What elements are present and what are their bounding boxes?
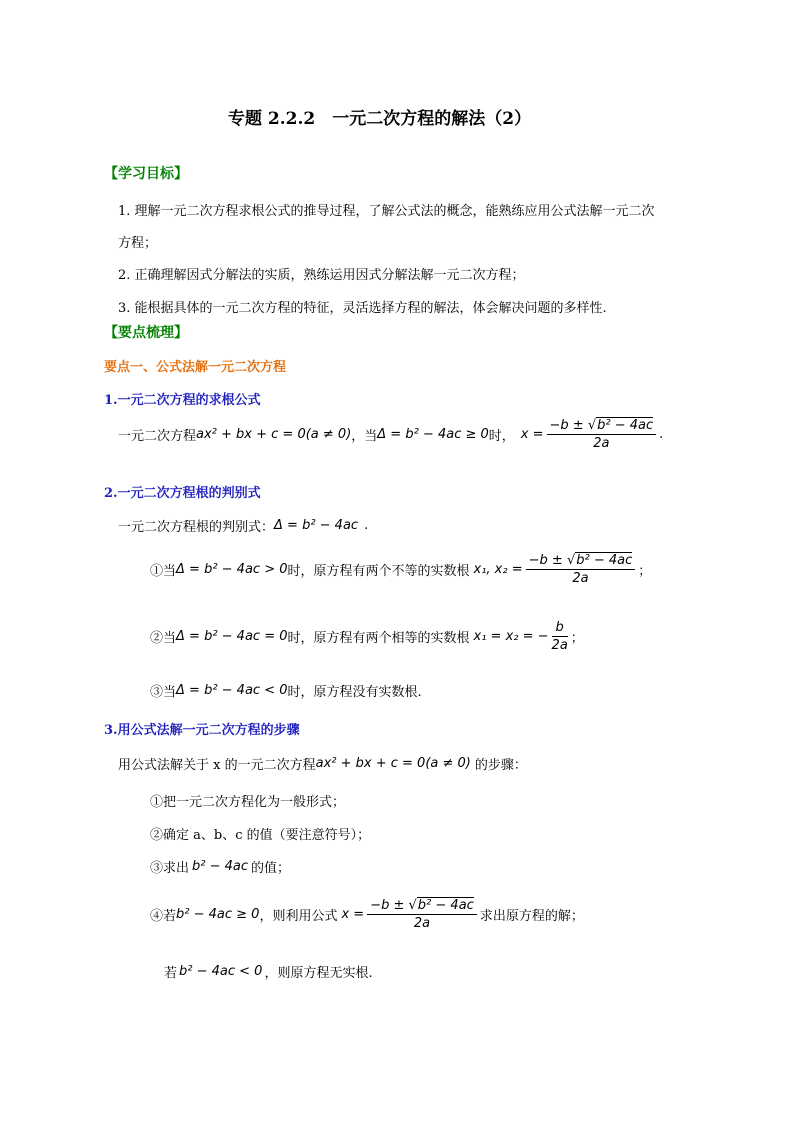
step-3-equation: b² − 4ac [192, 859, 249, 874]
discriminant-end: . [364, 518, 369, 533]
fraction-denominator: 2a [593, 436, 610, 451]
fraction-denominator: 2a [413, 916, 431, 931]
step-5 [164, 962, 373, 981]
sqrt-sign: √ [566, 553, 576, 568]
point-heading: 要点一、公式法解一元二次方程 [104, 360, 287, 375]
step-4 [150, 898, 584, 931]
case-1-end: ； [638, 564, 652, 579]
case-3-condition: Δ = b² − 4ac < 0 [176, 683, 288, 698]
discriminant-equation: Δ = b² − 4ac [274, 518, 359, 533]
formula-x: x = [520, 427, 544, 442]
fraction-numerator: −b ± [549, 418, 588, 433]
formula-text-2: ，当 [351, 429, 378, 444]
case-1-fraction [526, 553, 636, 586]
root-formula-fraction [547, 418, 657, 451]
steps-intro-text-2: 的步骤： [474, 758, 527, 773]
step-5-text-2: ，则原方程无实根. [264, 966, 373, 981]
subheading-steps: 3.用公式法解一元二次方程的步骤 [104, 723, 300, 738]
formula-text-1: 一元二次方程 [118, 429, 197, 444]
fraction-numerator: −b ± [370, 898, 409, 913]
case-2-text-1: ②当 [150, 631, 177, 646]
step-4-condition: b² − 4ac ≥ 0 [176, 907, 260, 922]
steps-intro [118, 754, 527, 773]
fraction-denominator: 2a [551, 638, 568, 653]
case-1-line [150, 553, 651, 586]
case-1-vars: x₁, x₂ = [473, 562, 523, 577]
formula-text-3: 时， [488, 429, 515, 444]
step-4-text-1: ④若 [150, 909, 177, 924]
fraction-denominator: 2a [572, 571, 589, 586]
fraction-numerator: −b ± [528, 553, 567, 568]
case-1-condition: Δ = b² − 4ac > 0 [176, 562, 288, 577]
formula-line [118, 418, 663, 451]
subheading-formula: 1.一元二次方程的求根公式 [104, 393, 261, 408]
case-2-end: ； [570, 631, 584, 646]
case-1-text-1: ①当 [150, 564, 177, 579]
case-2-vars: x₁ = x₂ = − [473, 629, 549, 644]
step-3-text-2: 的值； [251, 861, 291, 876]
case-2-line [150, 620, 584, 653]
objective-2: 2. 正确理解因式分解法的实质，熟练运用因式分解法解一元二次方程； [118, 268, 525, 283]
step-2: ②确定 a、b、c 的值（要注意符号）； [150, 828, 371, 843]
case-1-text-2: 时，原方程有两个不等的实数根 [287, 564, 470, 579]
formula-condition: Δ = b² − 4ac ≥ 0 [377, 427, 489, 442]
subheading-discriminant: 2.一元二次方程根的判别式 [104, 486, 261, 501]
objective-1: 1. 理解一元二次方程求根公式的推导过程，了解公式法的概念，能熟练应用公式法解一元二次 [118, 204, 655, 219]
section-heading-keypoints: 【要点梳理】 [104, 325, 188, 341]
case-2-condition: Δ = b² − 4ac = 0 [176, 629, 288, 644]
case-2-fraction [552, 620, 568, 653]
case-3-text-1: ③当 [150, 685, 177, 700]
step-5-text-1: 若 [164, 966, 178, 981]
case-3-text-2: 时，原方程没有实数根. [287, 685, 422, 700]
section-heading-objectives: 【学习目标】 [104, 166, 188, 182]
step-1: ①把一元二次方程化为一般形式； [150, 795, 346, 810]
steps-intro-equation: ax² + bx + c = 0(a ≠ 0) [315, 756, 471, 771]
discriminant-line [118, 516, 368, 535]
step-4-x: x = [341, 907, 365, 922]
step-4-text-3: 求出原方程的解； [479, 909, 584, 924]
radicand: b² − 4ac [417, 898, 474, 913]
page-title: 专题 2.2.2 一元二次方程的解法（2） [228, 109, 532, 129]
case-2-text-2: 时，原方程有两个相等的实数根 [287, 631, 470, 646]
step-4-fraction [367, 898, 477, 931]
discriminant-text: 一元二次方程根的判别式： [118, 520, 275, 535]
radicand: b² − 4ac [597, 418, 654, 433]
objective-3: 3. 能根据具体的一元二次方程的特征，灵活选择方程的解法，体会解决问题的多样性. [118, 301, 607, 316]
objective-1-cont: 方程； [118, 236, 158, 251]
steps-intro-text-1: 用公式法解关于 x 的一元二次方程 [118, 758, 316, 773]
step-3 [150, 857, 290, 876]
case-3-line [150, 681, 422, 700]
sqrt-sign: √ [408, 898, 417, 913]
sqrt-sign: √ [587, 418, 597, 433]
step-3-text-1: ③求出 [150, 861, 190, 876]
radicand: b² − 4ac [576, 553, 633, 568]
formula-equation: ax² + bx + c = 0(a ≠ 0) [196, 427, 352, 442]
step-4-text-2: ，则利用公式 [259, 909, 338, 924]
formula-end: . [659, 427, 664, 442]
fraction-numerator: b [552, 620, 568, 637]
step-5-condition: b² − 4ac < 0 [179, 964, 263, 979]
